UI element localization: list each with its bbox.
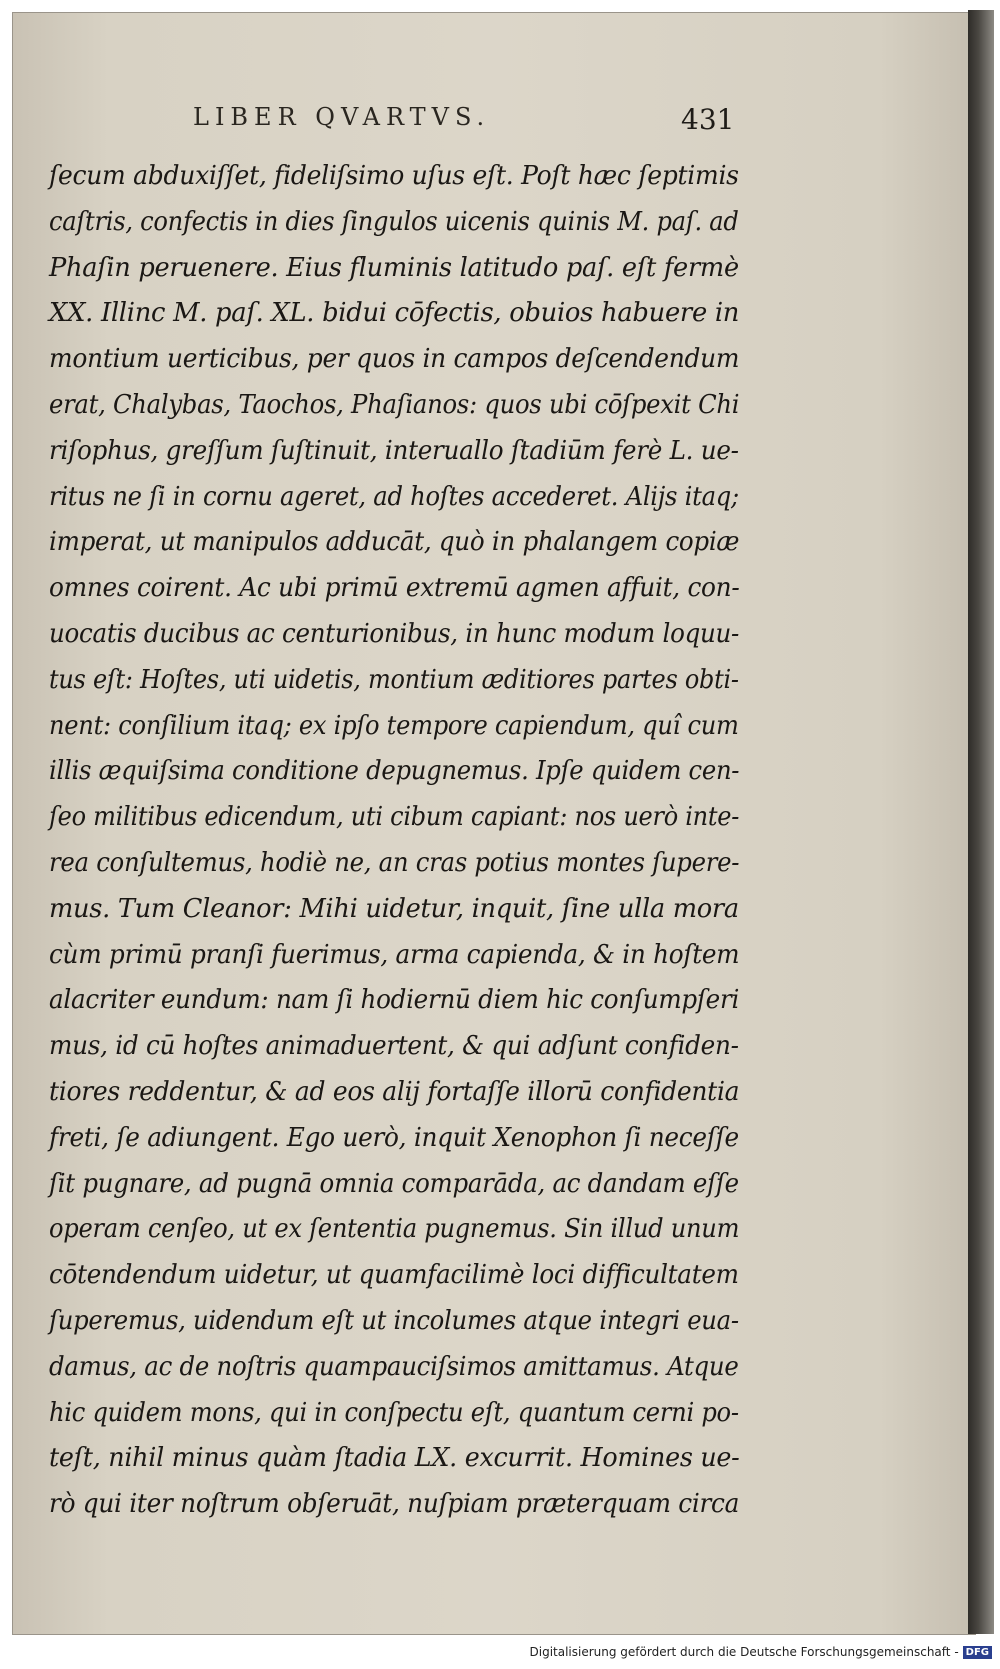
text-line: tus eſt: Hoſtes, uti uidetis, montium æditiores partes obti- [49, 663, 739, 695]
text-line: operam cenſeo, ut ex ſententia pugnemus. Sin illud unum [49, 1213, 740, 1245]
text-line: ſit pugnare, ad pugnā omnia comparāda, ac dandam eſſe [49, 1167, 739, 1199]
text-line: freti, ſe adiungent. Ego uerò, inquit Xenophon ſi neceſſe [49, 1121, 739, 1153]
credit-text: Digitalisierung gefördert durch die Deutsche Forschungsgemeinschaft - [529, 1645, 959, 1659]
running-title: LIBER QVARTVS. [193, 103, 491, 131]
text-line: ſeo militibus edicendum, uti cibum capiant: nos uerò inte- [49, 801, 740, 833]
text-line: caſtris, confectis in dies ſingulos uicenis quinis M. paſ. ad [49, 205, 739, 237]
text-line: Phaſin peruenere. Eius fluminis latitudo paſ. eſt fermè [49, 251, 739, 283]
text-line: riſophus, greſſum ſuſtinuit, interuallo ſtadiūm ferè L. ue- [49, 434, 739, 466]
book-edge-shadow [968, 10, 994, 1634]
text-line: cōtendendum uidetur, ut quamfacilimè loci difficultatem [49, 1259, 739, 1291]
text-line: ſecum abduxiſſet, fideliſsimo uſus eſt. Poſt hæc ſeptimis [49, 160, 739, 191]
body-text [49, 153, 739, 1527]
text-line: teſt, nihil minus quàm ſtadia LX. excurrit. Homines ue- [49, 1442, 740, 1474]
text-line: cùm primū pranſi fuerimus, arma capienda, & in hoſtem [49, 938, 740, 970]
text-line: uocatis ducibus ac centurionibus, in hunc modum loquu- [49, 617, 740, 649]
page-number: 431 [681, 103, 735, 136]
text-line: rea conſultemus, hodiè ne, an cras potius montes ſupere- [49, 846, 740, 878]
text-line: illis æquiſsima conditione depugnemus. Ipſe quidem cen- [49, 755, 740, 787]
text-line: imperat, ut manipulos adducāt, quò in phalangem copiæ [49, 526, 740, 558]
text-line: rò qui iter noſtrum obſeruāt, nuſpiam præterquam circa [49, 1488, 740, 1520]
text-line: mus. Tum Cleanor: Mihi uidetur, inquit, ſine ulla mora [49, 892, 739, 924]
text-line: erat, Chalybas, Taochos, Phaſianos: quos ubi cōſpexit Chi [49, 388, 740, 420]
book-page [12, 12, 976, 1635]
digitization-credit [530, 1643, 993, 1661]
text-line: nent: conſilium itaq; ex ipſo tempore capiendum, quî cum [49, 709, 739, 741]
text-line: omnes coirent. Ac ubi primū extremū agmen affuit, con- [49, 572, 740, 604]
text-line: tiores reddentur, & ad eos alij fortaſſe illorū confidentia [49, 1075, 740, 1107]
text-line: damus, ac de noſtris quampauciſsimos amittamus. Atque [49, 1350, 739, 1382]
dfg-logo: DFG [963, 1646, 992, 1659]
text-line: ſuperemus, uidendum eſt ut incolumes atque integri eua- [49, 1304, 739, 1336]
text-line: mus, id cū hoſtes animaduertent, & qui adſunt confiden- [49, 1030, 739, 1062]
text-line: ritus ne ſi in cornu ageret, ad hoſtes accederet. Alijs itaq; [49, 480, 739, 512]
text-line: XX. Illinc M. paſ. XL. bidui cōfectis, obuios habuere in [49, 297, 740, 329]
text-line: alacriter eundum: nam ſi hodiernū diem hic conſumpſeri [49, 984, 740, 1016]
text-line: montium uerticibus, per quos in campos deſcendendum [49, 343, 740, 375]
text-line: hic quidem mons, qui in conſpectu eſt, quantum cerni po- [49, 1396, 739, 1428]
